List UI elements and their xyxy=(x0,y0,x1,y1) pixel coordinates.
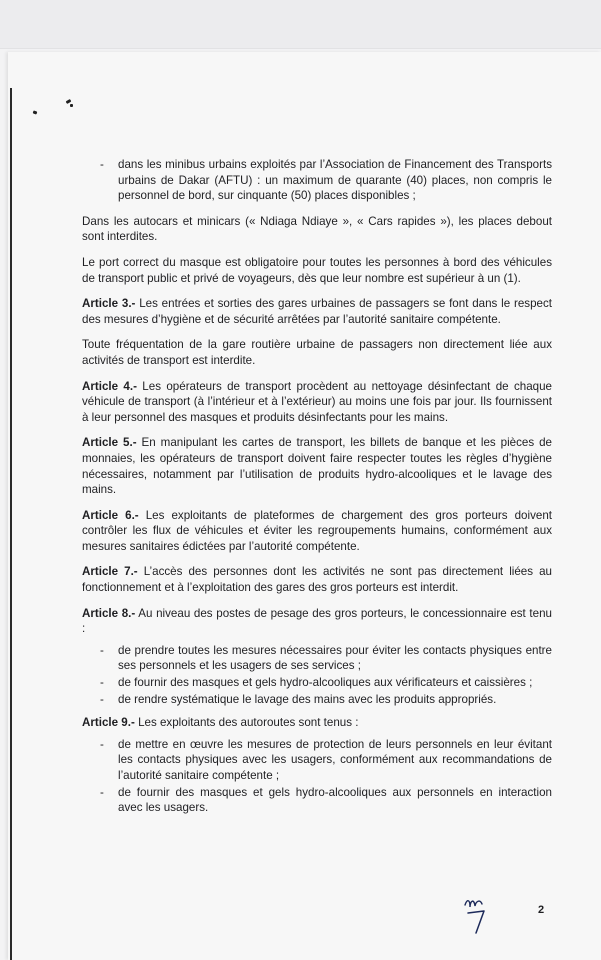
article-3 xyxy=(82,296,552,327)
list-item: - dans les minibus urbains exploités par l’Association de Financement des Transports urbains de Dakar (AFTU) : un maximum de quarante (40) places, non compris le personnel de bord, sur cinquante (50) places disponibles ; xyxy=(96,157,552,204)
article-label: Article 4.- xyxy=(82,379,137,393)
list-item: - de fournir des masques et gels hydro-alcooliques aux vérificateurs et caissières ; xyxy=(96,675,552,691)
paragraph-masque: Le port correct du masque est obligatoire pour toutes les personnes à bord des véhicules de transport public et privé de voyageurs, dès que leur nombre est supérieur à un (1). xyxy=(82,255,552,285)
article-label: Article 7.- xyxy=(82,565,138,579)
list-item: - de rendre systématique le lavage des mains avec les produits appropriés. xyxy=(96,692,552,708)
initials-signature-icon xyxy=(462,895,488,935)
article-text: Au niveau des postes de pesage des gros porteurs, le concessionnaire est tenu : xyxy=(82,606,552,636)
viewer-top-strip xyxy=(0,0,601,49)
article-8-bullet-list xyxy=(82,643,552,707)
article-text: Les exploitants de plateformes de chargement des gros porteurs doivent contrôler les flux de véhicules et éviter les regroupements humains, conformément aux mesures sanitaires édictées par l’autorité compétente. xyxy=(82,508,552,553)
paragraph-frequentation: Toute fréquentation de la gare routière urbaine de passagers non directement liée aux activités de transport est interdite. xyxy=(82,338,552,367)
article-text: L’accès des personnes dont les activités ne sont pas directement liées au fonctionnement et à l’exploitation des gares des gros porteurs est interdit. xyxy=(82,565,552,595)
article-4 xyxy=(82,379,552,426)
paragraph-autocars: Dans les autocars et minicars (« Ndiaga Ndiaye », « Cars rapides »), les places debout sont interdites. xyxy=(82,214,552,244)
article-7 xyxy=(82,564,552,595)
ink-mark xyxy=(70,104,73,107)
article-6 xyxy=(82,508,552,555)
article-label: Article 8.- xyxy=(82,606,136,620)
document-body xyxy=(82,157,552,824)
list-item: - de prendre toutes les mesures nécessaires pour éviter les contacts physiques entre ses personnels et les usagers de ses services ; xyxy=(96,643,552,674)
article-8 xyxy=(82,606,552,637)
article-9-bullet-list xyxy=(82,737,552,816)
page-left-margin-line xyxy=(10,88,12,960)
list-item: - de mettre en œuvre les mesures de protection de leurs personnels en leur évitant les contacts physiques avec les usagers, conformément aux recommandations de l’autorité sanitaire compétente ; xyxy=(96,737,552,784)
article-text: Les exploitants des autoroutes sont tenus : xyxy=(134,716,359,730)
article-label: Article 3.- xyxy=(82,297,136,311)
page-number: 2 xyxy=(538,904,545,916)
article-text: Les entrées et sorties des gares urbaines de passagers se font dans le respect des mesures d’hygiène et de sécurité arrêtées par l’autorité sanitaire compétente. xyxy=(82,297,552,326)
list-item: - de fournir des masques et gels hydro-alcooliques aux personnels en interaction avec les usagers. xyxy=(96,785,552,816)
article-text: Les opérateurs de transport procèdent au nettoyage désinfectant de chaque véhicule de transport (à l’intérieur et à l’extérieur) au moins une fois par jour. Ils fournissent à leur personnel des masques et produits désinfectants pour les mains. xyxy=(82,379,552,424)
article-text: En manipulant les cartes de transport, les billets de banque et les pièces de monnaies, les opérateurs de transport doivent faire respecter toutes les règles d’hygiène nécessaires, notamment par l’utilisation de produits hydro-alcooliques et le lavage des mains. xyxy=(82,436,552,497)
article-9 xyxy=(82,715,552,731)
article-label: Article 9.- xyxy=(82,716,135,730)
article-label: Article 5.- xyxy=(82,436,137,450)
article-5 xyxy=(82,435,552,497)
article-label: Article 6.- xyxy=(82,508,139,522)
intro-bullet-list xyxy=(82,157,552,204)
